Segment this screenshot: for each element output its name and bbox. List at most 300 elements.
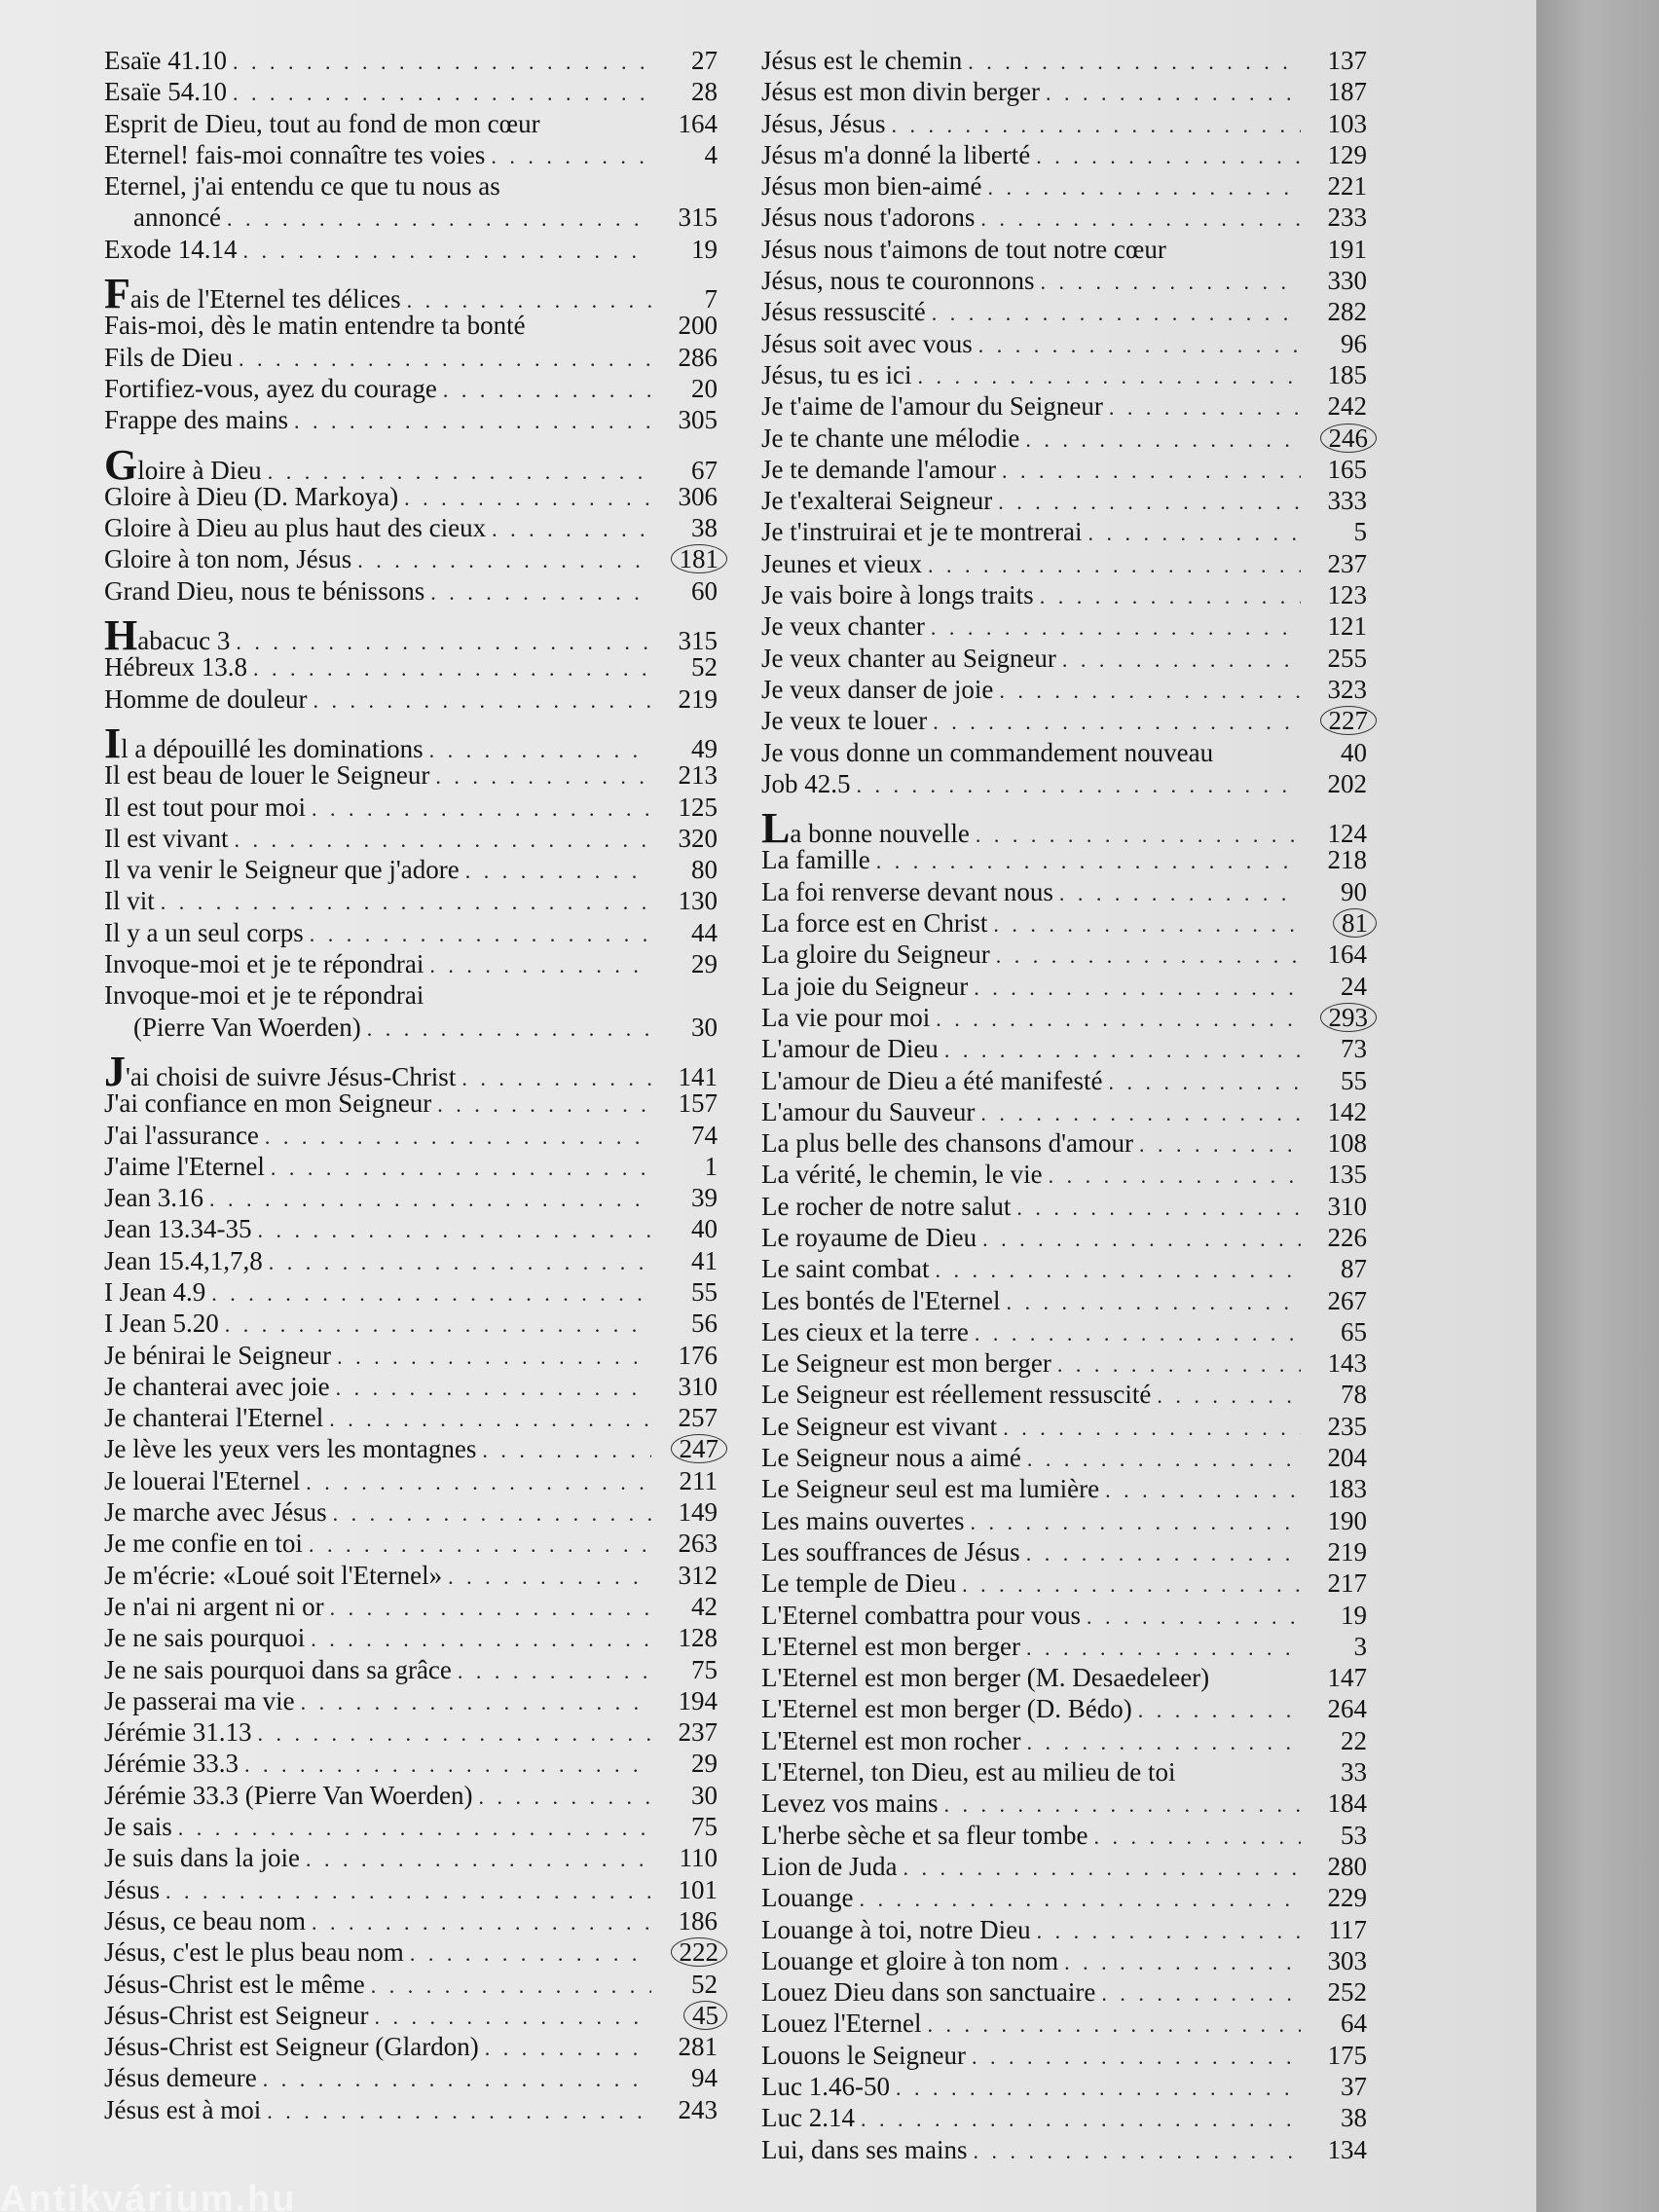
page-number	[657, 373, 718, 404]
dot-leader	[244, 1750, 651, 1781]
page-number-text: 87	[1341, 1254, 1367, 1284]
page-number-text: 246	[1320, 424, 1378, 453]
entry-title-text: Eternel, j'ai entendu ce que tu nous as	[104, 171, 500, 202]
index-entry	[761, 1631, 1367, 1662]
index-entry	[104, 1528, 718, 1559]
page-number-text: 135	[1327, 1160, 1367, 1190]
entry-title-text: Louez Dieu dans son sanctuaire	[761, 1977, 1096, 2008]
entry-title	[761, 1725, 1021, 1756]
page-number	[657, 76, 718, 107]
page-number-circled	[1307, 705, 1367, 736]
index-entry	[104, 481, 718, 512]
entry-title-text: Le Seigneur est mon berger	[761, 1348, 1051, 1379]
entry-title	[104, 651, 247, 682]
entry-title	[104, 854, 460, 885]
page-number	[657, 1012, 718, 1043]
entry-title	[761, 1473, 1099, 1504]
entry-title-text: Exode 14.14	[104, 234, 238, 264]
page-number-text: 65	[1341, 1316, 1367, 1346]
entry-title-text: Jésus soit avec vous	[761, 328, 973, 358]
page-number	[1307, 1316, 1367, 1347]
dot-leader	[1093, 1822, 1301, 1853]
page-number-text: 52	[691, 1969, 718, 1999]
index-entry	[761, 454, 1367, 485]
entry-title	[104, 979, 657, 1011]
page-number-text: 190	[1327, 1505, 1367, 1535]
entry-title-text: Invoque-moi et je te répondrai	[104, 980, 424, 1011]
page-number-text: 310	[678, 1371, 718, 1401]
dot-leader	[1016, 1193, 1301, 1224]
dot-leader	[312, 1907, 651, 1938]
page-number-text: 27	[691, 46, 718, 75]
page-number-text: 185	[1327, 359, 1367, 389]
page-number-text: 81	[1333, 908, 1377, 938]
dot-leader	[265, 1122, 651, 1153]
page-number	[657, 854, 718, 885]
page-number	[657, 404, 718, 435]
entry-title	[761, 1945, 1058, 1976]
page-number-text: 219	[678, 683, 718, 714]
dot-leader	[943, 1789, 1301, 1821]
index-entry	[761, 359, 1367, 390]
page-number-text: 64	[1341, 2009, 1367, 2039]
entry-title-text: Jean 13.34-35	[104, 1214, 252, 1244]
page-number-text: 42	[691, 1591, 718, 1621]
dot-leader	[310, 919, 651, 950]
entry-title-text: L'Eternel combattra pour vous	[761, 1600, 1082, 1630]
entry-title-text: Je bénirai le Seigneur	[104, 1340, 332, 1370]
page-number	[657, 2062, 718, 2093]
index-entry	[104, 1748, 718, 1779]
index-entry	[104, 1811, 718, 1842]
entry-title-text: Je veux chanter	[761, 611, 925, 642]
page-number	[1307, 1662, 1367, 1693]
page-number	[1307, 1033, 1367, 1064]
dot-leader	[374, 2002, 651, 2033]
entry-title	[104, 234, 237, 265]
entry-title-text: Gloire à Dieu au plus haut des cieux	[104, 513, 487, 543]
page-number	[657, 108, 718, 139]
index-entry	[761, 1379, 1367, 1410]
page-number-text: 293	[1320, 1003, 1378, 1032]
entry-title	[761, 1065, 1102, 1096]
entry-title	[104, 1120, 259, 1151]
entry-title-text: Jésus demeure	[104, 2063, 257, 2093]
entry-title-text: Je t'exalterai Seigneur	[761, 486, 993, 516]
page-number-text: 281	[678, 2032, 718, 2062]
page-number-text: 323	[1327, 674, 1367, 704]
page-number	[657, 651, 718, 682]
entry-title-text: La famille	[761, 845, 870, 875]
page-number-text: 280	[1327, 1851, 1367, 1881]
entry-title-text: Le Seigneur seul est ma lumière	[761, 1474, 1100, 1504]
entry-title-text: Homme de douleur	[104, 683, 308, 714]
entry-title-text: Jésus-Christ est Seigneur	[104, 2000, 369, 2030]
page-number	[657, 1591, 718, 1622]
entry-title-text: Fils de Dieu	[104, 342, 233, 372]
page-number-text: 176	[678, 1340, 718, 1370]
page-number-text: 312	[678, 1560, 718, 1590]
entry-title-text: Gloire à Dieu (D. Markoya)	[104, 481, 399, 511]
index-entry	[104, 1905, 718, 1936]
dot-leader	[996, 940, 1301, 972]
entry-title-text: annoncé	[133, 203, 221, 233]
entry-title	[761, 1914, 1031, 1945]
page-number-text: 226	[1327, 1222, 1367, 1252]
index-entry	[761, 1191, 1367, 1222]
page-number-text: 5	[1353, 517, 1367, 547]
entry-title	[104, 823, 228, 854]
entry-title	[761, 1379, 1151, 1410]
entry-title	[761, 1851, 897, 1882]
entry-title	[761, 1882, 853, 1913]
page-number	[1307, 643, 1367, 674]
page-number	[1307, 2008, 1367, 2039]
entry-title	[104, 1622, 305, 1653]
dot-leader	[1026, 1538, 1301, 1569]
page-number-text: 134	[1327, 2134, 1367, 2164]
page-number	[657, 310, 718, 341]
entry-title-text: La joie du Seigneur	[761, 971, 969, 1001]
index-entry	[761, 423, 1367, 454]
index-entry	[104, 2031, 718, 2062]
page-number-text: 255	[1327, 643, 1367, 673]
entry-title-text: Louons le Seigneur	[761, 2040, 966, 2070]
entry-title	[104, 2000, 368, 2031]
entry-title	[104, 1936, 404, 1968]
entry-title	[104, 885, 155, 916]
entry-title	[761, 1756, 1307, 1788]
dot-leader	[410, 1938, 651, 1970]
dot-leader	[429, 950, 651, 981]
section-initial: G	[104, 440, 138, 489]
entry-title	[761, 202, 975, 233]
index-entry	[761, 265, 1367, 296]
entry-title	[104, 512, 486, 543]
entry-title-text: L'amour de Dieu a été manifesté	[761, 1065, 1103, 1095]
dot-leader	[458, 1656, 651, 1687]
page-number	[657, 1308, 718, 1339]
page-number	[657, 1088, 718, 1119]
page-number-text: 252	[1327, 1977, 1367, 2008]
index-entry	[104, 792, 718, 823]
entry-title	[104, 683, 307, 715]
dot-leader	[968, 47, 1301, 78]
index-entry	[761, 485, 1367, 516]
entry-title	[104, 1465, 300, 1496]
page-number	[657, 948, 718, 979]
page-number	[1307, 2102, 1367, 2133]
page-number-text: 90	[1341, 876, 1367, 906]
page-number-text: 303	[1327, 1945, 1367, 1975]
index-entry	[761, 2134, 1367, 2165]
page-number-text: 78	[1341, 1380, 1367, 1410]
page-number-text: 44	[691, 917, 718, 947]
index-entry	[104, 1496, 718, 1528]
page-number	[657, 1654, 718, 1685]
page-number-text: 103	[1327, 108, 1367, 138]
dot-leader	[1026, 1633, 1301, 1664]
page-number-text: 121	[1327, 611, 1367, 642]
page-number	[1307, 1411, 1367, 1442]
page-number	[1307, 1222, 1367, 1253]
entry-title	[761, 1693, 1132, 1724]
dot-leader	[430, 577, 651, 608]
page-number-text: 320	[678, 823, 718, 853]
entry-title	[761, 1222, 977, 1253]
section-initial: I	[104, 719, 122, 767]
page-number-text: 40	[691, 1214, 718, 1244]
entry-title-text: Je sais	[104, 1812, 172, 1842]
index-entry	[761, 1253, 1367, 1284]
page-number	[1307, 1882, 1367, 1913]
index-entry	[761, 844, 1367, 875]
index-entry	[104, 1685, 718, 1716]
page-number-text: 33	[1341, 1757, 1367, 1788]
entry-title	[761, 768, 851, 799]
page-number-text: 30	[691, 1012, 718, 1042]
index-entry	[761, 737, 1367, 768]
page-number-text: 96	[1341, 328, 1367, 358]
entry-title-text: Je me confie en toi	[104, 1529, 303, 1559]
page-number	[1307, 1253, 1367, 1284]
entry-title	[761, 1002, 930, 1033]
entry-title-text: Invoque-moi et je te répondrai	[104, 949, 424, 979]
page-number-text: 110	[679, 1843, 718, 1873]
page-number	[1307, 737, 1367, 768]
entry-title	[761, 1505, 964, 1536]
index-entry	[104, 1371, 718, 1402]
page-number	[657, 792, 718, 823]
page-number	[657, 1685, 718, 1716]
index-entry	[761, 1851, 1367, 1882]
index-entry	[104, 1213, 718, 1244]
entry-title-text: Jeunes et vieux	[761, 548, 922, 578]
entry-title	[104, 1842, 300, 1873]
page-number	[657, 1340, 718, 1371]
entry-title	[761, 1285, 1001, 1316]
page-number-text: 257	[678, 1403, 718, 1433]
index-entry	[761, 1033, 1367, 1064]
index-entry	[761, 1347, 1367, 1379]
dot-leader	[1007, 1287, 1301, 1318]
page-number	[657, 1969, 718, 2000]
page-number	[1307, 76, 1367, 107]
index-entry	[104, 759, 718, 791]
entry-title-text: Louange et gloire à ton nom	[761, 1945, 1059, 1975]
page-number	[1307, 1788, 1367, 1819]
index-entry	[761, 1662, 1367, 1693]
index-entry	[761, 139, 1367, 170]
dot-leader	[928, 2009, 1301, 2041]
entry-title-text: Jésus mon bien-aimé	[761, 171, 982, 202]
dot-leader	[233, 47, 651, 78]
page-number	[657, 342, 718, 373]
index-entry	[761, 1505, 1367, 1536]
dot-leader	[242, 236, 651, 267]
page-number	[657, 1182, 718, 1213]
page-number-text: 315	[678, 626, 718, 656]
dot-leader	[465, 856, 651, 887]
index-entry	[104, 683, 718, 715]
page-number-text: 38	[1341, 2103, 1367, 2133]
entry-title-text: Fais-moi, dès le matin entendre ta bonté	[104, 311, 526, 341]
entry-title-text: Le Seigneur est réellement ressuscité	[761, 1380, 1152, 1410]
dot-leader	[1157, 1381, 1301, 1412]
page-number-text: 41	[691, 1245, 718, 1275]
page-number-text: 125	[678, 792, 718, 822]
entry-title-text: ais de l'Eternel tes délices	[129, 284, 401, 314]
dot-leader	[257, 1215, 651, 1246]
index-entry	[761, 971, 1367, 1002]
entry-title	[761, 265, 1034, 296]
entry-title-text: Je veux te louer	[761, 706, 928, 736]
index-entry	[104, 310, 718, 341]
page-number	[1307, 516, 1367, 547]
page-number-text: 130	[678, 886, 718, 916]
index-entry	[104, 979, 718, 1011]
index-entry	[761, 1788, 1367, 1819]
dot-leader	[309, 1530, 651, 1561]
entry-title-text: Jésus, ce beau nom	[104, 1905, 306, 1936]
entry-title	[104, 792, 306, 823]
entry-title-text: Il vit	[104, 886, 155, 916]
dot-leader	[1040, 581, 1301, 612]
entry-title-text: Je veux chanter au Seigneur	[761, 643, 1056, 673]
index-entry	[104, 1780, 718, 1811]
section-initial: F	[104, 270, 130, 318]
entry-title-text: Luc 1.46-50	[761, 2072, 890, 2101]
dot-leader	[478, 1782, 651, 1813]
page-number	[657, 1496, 718, 1528]
entry-title	[761, 1567, 956, 1599]
entry-title	[761, 390, 1103, 422]
section-initial: H	[104, 611, 138, 660]
page-number-text: 187	[1327, 77, 1367, 107]
entry-title-text: Les mains ouvertes	[761, 1505, 965, 1535]
section-initial: J	[104, 1047, 126, 1095]
dot-leader	[1027, 1727, 1301, 1758]
page-number	[1307, 1914, 1367, 1945]
dot-leader	[437, 1089, 651, 1121]
dot-leader	[962, 1569, 1301, 1601]
page-number-text: 243	[678, 2094, 718, 2124]
entry-title	[761, 579, 1034, 610]
entry-title-text: Les cieux et la terre	[761, 1316, 969, 1346]
index-entry	[104, 948, 718, 979]
entry-title	[104, 917, 304, 948]
dot-leader	[998, 487, 1301, 518]
dot-leader	[448, 1562, 651, 1593]
entry-title-text: L'Eternel, ton Dieu, est au milieu de toi	[761, 1757, 1176, 1788]
index-entry	[104, 1151, 718, 1182]
page-number	[1307, 768, 1367, 799]
index-entry	[104, 1340, 718, 1371]
dot-leader	[404, 483, 651, 514]
entry-title-text: Il y a un seul corps	[104, 917, 304, 947]
entry-title	[104, 1591, 324, 1622]
page-number-text: 218	[1327, 845, 1367, 875]
dot-leader	[1046, 78, 1301, 109]
entry-title	[104, 45, 227, 76]
page-number-text: 129	[1327, 139, 1367, 169]
dot-leader	[1064, 1947, 1301, 1978]
entry-title	[104, 1811, 172, 1842]
dot-leader	[306, 1467, 651, 1498]
entry-title-text: I Jean 5.20	[104, 1309, 219, 1339]
entry-title-text: Jésus, Jésus	[761, 108, 886, 138]
entry-title-text: Jésus ressuscité	[761, 297, 926, 327]
entry-title	[104, 948, 424, 979]
page-number	[657, 1402, 718, 1433]
entry-title-text: (Pierre Van Woerden)	[133, 1012, 361, 1042]
index-entry	[761, 579, 1367, 610]
dot-leader	[211, 1278, 651, 1309]
entry-title	[104, 1276, 205, 1308]
dot-leader	[1101, 1978, 1301, 2009]
entry-title	[761, 1191, 1011, 1222]
page-number-text: 108	[1327, 1128, 1367, 1159]
entry-title	[761, 516, 1083, 547]
page-number-text: 124	[1327, 819, 1367, 849]
entry-title-text: Les souffrances de Jésus	[761, 1536, 1020, 1567]
dot-leader	[1139, 1129, 1301, 1161]
page-edge	[1536, 0, 1659, 2212]
entry-title-text: La plus belle des chansons d'amour	[761, 1128, 1134, 1159]
entry-title	[761, 1976, 1095, 2008]
entry-title	[761, 1127, 1133, 1159]
index-entry	[761, 516, 1367, 547]
page-number	[657, 885, 718, 916]
dot-leader	[337, 1342, 651, 1373]
entry-title-text: Gloire à ton nom, Jésus	[104, 544, 352, 574]
entry-title-text: J'ai l'assurance	[104, 1120, 259, 1150]
entry-title-text: Jésus est le chemin	[761, 46, 963, 75]
entry-title	[104, 1528, 303, 1559]
entry-title-text: Job 42.5	[761, 768, 851, 798]
entry-title	[761, 1159, 1043, 1190]
page-number	[657, 823, 718, 854]
dot-leader	[443, 375, 651, 406]
page-number	[1307, 359, 1367, 390]
page-number-text: 20	[691, 373, 718, 403]
page-number-text: 211	[679, 1465, 718, 1495]
page-number-text: 39	[691, 1183, 718, 1213]
dot-leader	[1138, 1695, 1301, 1726]
dot-leader	[993, 909, 1301, 940]
dot-leader	[980, 203, 1301, 235]
page-number	[1307, 170, 1367, 202]
page-number-text: 315	[678, 203, 718, 233]
dot-leader	[876, 846, 1301, 877]
page-number-text: 282	[1327, 297, 1367, 327]
page-number-text: 305	[678, 405, 718, 435]
entry-title	[761, 1316, 969, 1347]
entry-title	[104, 108, 657, 139]
index-entry	[761, 1976, 1367, 2008]
index-entry	[104, 1182, 718, 1213]
index-column-right	[761, 45, 1367, 2165]
page-number-text: 213	[678, 760, 718, 791]
entry-title-text: Je te demande l'amour	[761, 454, 997, 484]
entry-title-text: 'ai choisi de suivre Jésus-Christ	[126, 1061, 457, 1091]
dot-leader	[982, 1224, 1301, 1255]
index-entry	[761, 1536, 1367, 1567]
index-entry	[104, 651, 718, 682]
index-entry	[761, 45, 1367, 76]
dot-leader	[330, 1593, 651, 1624]
index-entry	[761, 1725, 1367, 1756]
